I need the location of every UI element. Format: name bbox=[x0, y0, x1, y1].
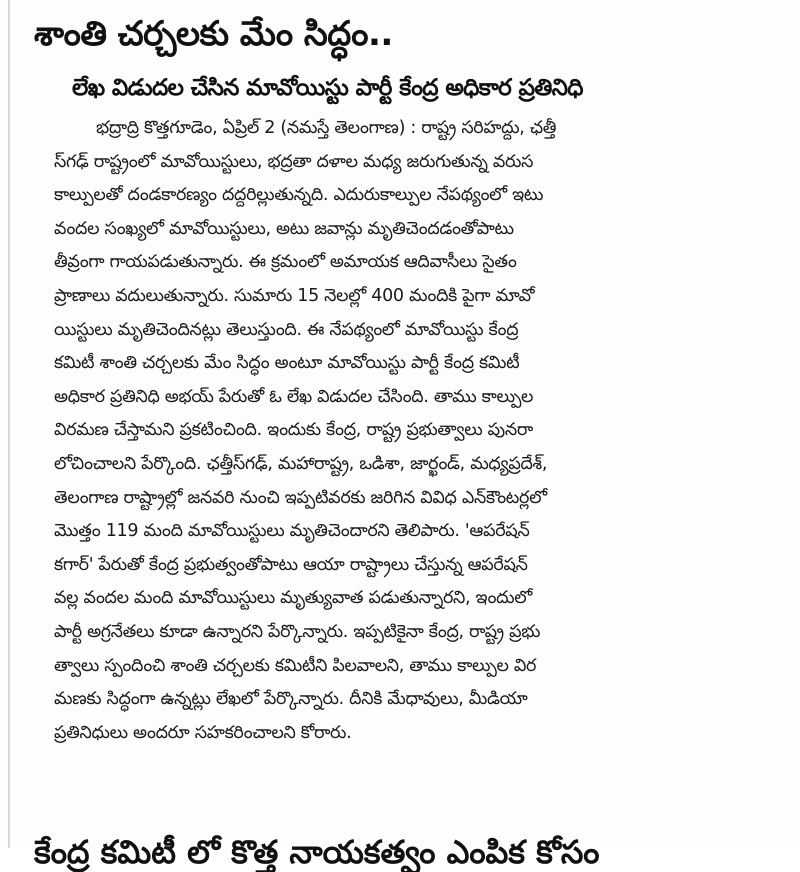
body-line: కగార్' పేరుతో కేంద్ర ప్రభుత్వంతోపాటు ఆయా రాష్ట్రాలు చేస్తున్న ఆపరేషన్ bbox=[54, 554, 528, 575]
body-line: ప్రాణాలు వదులుతున్నారు. సుమారు 15 నెలల్లో 400 మందికి పైగా మావో bbox=[54, 285, 535, 306]
next-article-headline-text: కేంద్ర కమిటీ లో కొత్త నాయకత్వం ఎంపిక కోసం bbox=[34, 833, 600, 871]
body-line: విరమణ చేస్తామని ప్రకటించింది. ఇందుకు కేంద్ర, రాష్ట్ర ప్రభుత్వాలు పునరా bbox=[54, 420, 533, 441]
body-line: వందల సంఖ్యలో మావోయిస్టులు, అటు జవాన్లు మృతిచెందడంతోపాటు bbox=[54, 218, 514, 239]
column-divider bbox=[8, 0, 10, 848]
body-line: కాల్పులతో దండకారణ్యం దద్దరిల్లుతున్నది. ఎదురుకాల్పుల నేపథ్యంలో ఇటు bbox=[54, 185, 544, 206]
body-line: యిస్టులు మృతిచెందినట్లు తెలుస్తుంది. ఈ నేపథ్యంలో మావోయిస్టు కేంద్ర bbox=[54, 319, 519, 340]
article-headline: శాంతి చర్చలకు మేం సిద్ధం.. bbox=[34, 14, 393, 54]
body-line: అధికార ప్రతినిధి అభయ్ పేరుతో ఓ లేఖ విడుదల చేసింది. తాము కాల్పుల bbox=[54, 386, 534, 407]
body-line: తీవ్రంగా గాయపడుతున్నారు. ఈ క్రమంలో అమాయక ఆదివాసీలు సైతం bbox=[54, 252, 517, 273]
body-line: కమిటీ శాంతి చర్చలకు మేం సిద్ధం అంటూ మావోయిస్టు పార్టీ కేంద్ర కమిటీ bbox=[54, 353, 520, 374]
body-line: త్వాలు స్పందించి శాంతి చర్చలకు కమిటీని పిలవాలని, తాము కాల్పుల విర bbox=[54, 655, 537, 676]
body-line: పార్టీ అగ్రనేతలు కూడా ఉన్నారని పేర్కొన్నారు. ఇప్పటికైనా కేంద్ర, రాష్ట్ర ప్రభు bbox=[54, 621, 541, 642]
article-subheadline: లేఖ విడుదల చేసిన మావోయిస్టు పార్టీ కేంద్ర అధికార ప్రతినిధి bbox=[72, 75, 583, 101]
body-line: లోచించాలని పేర్కొంది. ఛత్తీస్‌గఢ్, మహారాష్ట్ర, ఒడిశా, జార్ఖండ్, మధ్యప్రదేశ్, bbox=[54, 453, 548, 474]
body-line: మొత్తం 119 మంది మావోయిస్టులు మృతిచెందారని తెలిపారు. 'ఆపరేషన్ bbox=[54, 521, 530, 542]
body-line: స్‌గఢ్ రాష్ట్రంలో మావోయిస్టులు, భద్రతా దళాల మధ్య జరుగుతున్న వరుస bbox=[54, 151, 534, 172]
body-line: వల్ల వందల మంది మావోయిస్టులు మృత్యువాత పడుతున్నారని, ఇందులో bbox=[54, 588, 533, 609]
article-body bbox=[54, 112, 794, 750]
body-line: భద్రాద్రి కొత్తగూడెం, ఏప్రిల్ 2 (నమస్తే తెలంగాణ) : రాష్ట్ర సరిహద్దు, ఛత్తీ bbox=[96, 118, 557, 138]
next-article-headline bbox=[34, 818, 794, 871]
body-line: మణకు సిద్ధంగా ఉన్నట్లు లేఖలో పేర్కొన్నారు. దీనికి మేధావులు, మీడియా bbox=[54, 689, 528, 710]
body-line: ప్రతినిధులు అందరూ సహకరించాలని కోరారు. bbox=[54, 722, 352, 743]
body-line: తెలంగాణ రాష్ట్రాల్లో జనవరి నుంచి ఇప్పటివరకు జరిగిన వివిధ ఎన్‌కౌంటర్లలో bbox=[54, 487, 547, 508]
